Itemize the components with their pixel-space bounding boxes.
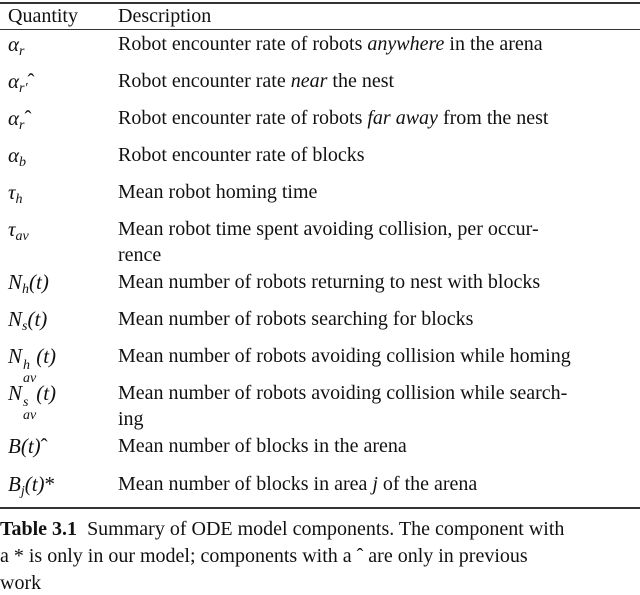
- quantity-symbol: $\alpha_r$: [8, 32, 25, 59]
- header-description: Description: [118, 5, 212, 27]
- description: Mean number of blocks in area j of the arena: [118, 473, 478, 495]
- quantity-symbol: $\alpha_rˆ$: [8, 106, 32, 133]
- bottom-rule: [0, 507, 640, 509]
- caption-line-2: a * is only in our model; components with a ˆ are only in previous: [0, 545, 528, 567]
- description: Mean robot homing time: [118, 181, 318, 203]
- quantity-symbol: N h av (t): [8, 344, 57, 386]
- description: Mean number of blocks in the arena: [118, 435, 407, 457]
- description-continued: ing: [118, 408, 144, 430]
- description: Mean number of robots returning to nest with blocks: [118, 271, 541, 293]
- header-rule: [0, 29, 640, 30]
- description-continued: rence: [118, 244, 162, 266]
- description: Robot encounter rate of blocks: [118, 144, 365, 166]
- quantity-symbol: B(t)ˆ: [8, 434, 48, 458]
- description: Mean number of robots avoiding collision while search-: [118, 382, 568, 404]
- description: Robot encounter rate of robots far away from the nest: [118, 107, 549, 129]
- quantity-symbol: $\alpha_b$: [8, 143, 27, 170]
- quantity-symbol: $N_s(t)$: [8, 307, 48, 334]
- description: Mean number of robots avoiding collision while homing: [118, 345, 571, 367]
- description: Mean robot time spent avoiding collision, per occur-: [118, 218, 539, 240]
- top-rule: [0, 2, 640, 4]
- description: Mean number of robots searching for blocks: [118, 308, 474, 330]
- quantity-symbol: $\tau_{av}$: [8, 217, 29, 244]
- caption-line-1: [0, 518, 640, 541]
- quantity-symbol: N s av (t): [8, 381, 57, 423]
- quantity-symbol: $B_j(t)*$: [8, 472, 56, 499]
- caption-text: Summary of ODE model components. The component with: [87, 518, 565, 540]
- caption-line-3: work: [0, 572, 42, 594]
- quantity-symbol: $\alpha_{r'}ˆ$: [8, 69, 35, 96]
- header-quantity: Quantity: [8, 5, 78, 27]
- caption-label: Table 3.1: [0, 518, 78, 540]
- description: Robot encounter rate near the nest: [118, 70, 395, 92]
- quantity-symbol: $N_h(t)$: [8, 270, 49, 297]
- quantity-symbol: $\tau_h$: [8, 180, 23, 207]
- description: Robot encounter rate of robots anywhere in the arena: [118, 33, 543, 55]
